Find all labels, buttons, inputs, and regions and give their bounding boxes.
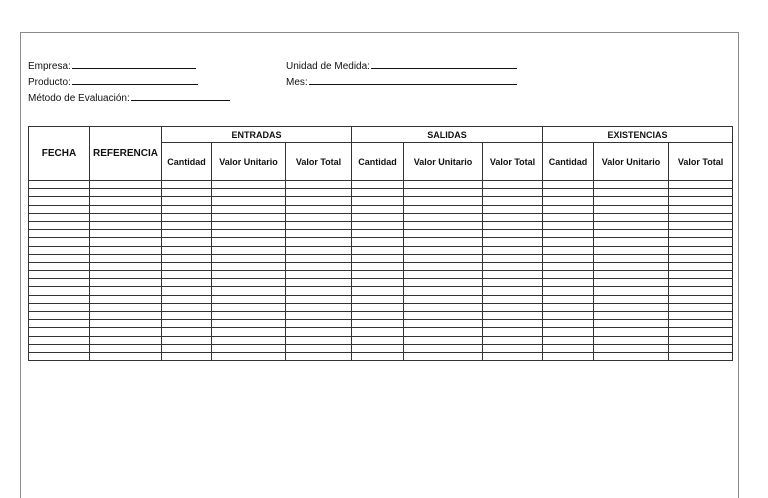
table-cell[interactable]: [543, 230, 594, 238]
table-row: [29, 221, 733, 229]
table-cell[interactable]: [162, 230, 212, 238]
existencias-valor-total-header: Valor Total: [669, 143, 733, 181]
table-cell[interactable]: [483, 238, 543, 246]
table-cell[interactable]: [669, 279, 733, 287]
table-cell[interactable]: [212, 303, 286, 311]
table-cell[interactable]: [483, 262, 543, 270]
table-row: [29, 287, 733, 295]
table-cell[interactable]: [404, 254, 483, 262]
metodo-label: Método de Evaluación:: [28, 93, 130, 104]
table-cell[interactable]: [543, 197, 594, 205]
table-cell[interactable]: [212, 312, 286, 320]
table-cell[interactable]: [90, 352, 162, 360]
table-cell[interactable]: [162, 262, 212, 270]
table-cell[interactable]: [543, 295, 594, 303]
table-cell[interactable]: [286, 312, 352, 320]
table-cell[interactable]: [352, 287, 404, 295]
table-cell[interactable]: [29, 246, 90, 254]
table-cell[interactable]: [286, 189, 352, 197]
existencias-cantidad-header: Cantidad: [543, 143, 594, 181]
table-cell[interactable]: [212, 189, 286, 197]
table-cell[interactable]: [286, 238, 352, 246]
table-cell[interactable]: [669, 213, 733, 221]
mes-label: Mes:: [286, 77, 308, 88]
producto-line: [28, 74, 198, 89]
table-cell[interactable]: [594, 279, 669, 287]
table-cell[interactable]: [543, 254, 594, 262]
table-cell[interactable]: [669, 230, 733, 238]
table-cell[interactable]: [29, 279, 90, 287]
entradas-cantidad-header: Cantidad: [162, 143, 212, 181]
table-cell[interactable]: [90, 303, 162, 311]
table-cell[interactable]: [404, 295, 483, 303]
table-cell[interactable]: [286, 262, 352, 270]
table-cell[interactable]: [212, 271, 286, 279]
table-cell[interactable]: [29, 189, 90, 197]
table-cell[interactable]: [162, 320, 212, 328]
table-cell[interactable]: [594, 262, 669, 270]
table-cell[interactable]: [286, 295, 352, 303]
table-cell[interactable]: [594, 213, 669, 221]
table-cell[interactable]: [352, 328, 404, 336]
table-cell[interactable]: [162, 336, 212, 344]
table-cell[interactable]: [352, 213, 404, 221]
table-cell[interactable]: [29, 181, 90, 189]
table-cell[interactable]: [543, 221, 594, 229]
table-cell[interactable]: [286, 254, 352, 262]
table-cell[interactable]: [483, 328, 543, 336]
empresa-label: Empresa:: [28, 61, 71, 72]
table-cell[interactable]: [162, 271, 212, 279]
table-cell[interactable]: [483, 336, 543, 344]
table-cell[interactable]: [29, 205, 90, 213]
table-cell[interactable]: [162, 254, 212, 262]
table-cell[interactable]: [286, 271, 352, 279]
unidad-field[interactable]: [371, 58, 517, 69]
table-row: [29, 181, 733, 189]
table-cell[interactable]: [29, 352, 90, 360]
table-cell[interactable]: [483, 213, 543, 221]
table-cell[interactable]: [669, 352, 733, 360]
producto-field[interactable]: [72, 74, 198, 85]
table-cell[interactable]: [352, 312, 404, 320]
table-cell[interactable]: [543, 328, 594, 336]
table-cell[interactable]: [29, 336, 90, 344]
table-cell[interactable]: [543, 287, 594, 295]
table-cell[interactable]: [483, 344, 543, 352]
table-cell[interactable]: [162, 352, 212, 360]
table-cell[interactable]: [90, 336, 162, 344]
table-cell[interactable]: [286, 205, 352, 213]
table-cell[interactable]: [162, 213, 212, 221]
table-cell[interactable]: [352, 254, 404, 262]
table-cell[interactable]: [669, 197, 733, 205]
table-cell[interactable]: [29, 262, 90, 270]
table-cell[interactable]: [543, 344, 594, 352]
table-cell[interactable]: [352, 271, 404, 279]
table-cell[interactable]: [669, 287, 733, 295]
table-row: [29, 230, 733, 238]
table-cell[interactable]: [352, 197, 404, 205]
table-cell[interactable]: [404, 205, 483, 213]
table-cell[interactable]: [352, 320, 404, 328]
table-cell[interactable]: [352, 238, 404, 246]
table-row: [29, 352, 733, 360]
table-cell[interactable]: [162, 279, 212, 287]
table-cell[interactable]: [594, 303, 669, 311]
empresa-field[interactable]: [72, 58, 196, 69]
table-cell[interactable]: [543, 279, 594, 287]
table-cell[interactable]: [483, 287, 543, 295]
table-cell[interactable]: [162, 312, 212, 320]
table-row: [29, 197, 733, 205]
table-cell[interactable]: [90, 271, 162, 279]
table-cell[interactable]: [29, 303, 90, 311]
table-cell[interactable]: [212, 205, 286, 213]
unidad-label: Unidad de Medida:: [286, 61, 370, 72]
table-cell[interactable]: [594, 295, 669, 303]
table-cell[interactable]: [286, 336, 352, 344]
table-cell[interactable]: [29, 197, 90, 205]
producto-label: Producto:: [28, 77, 71, 88]
table-cell[interactable]: [594, 221, 669, 229]
table-cell[interactable]: [669, 344, 733, 352]
table-cell[interactable]: [594, 352, 669, 360]
table-cell[interactable]: [29, 221, 90, 229]
empresa-line: [28, 58, 196, 73]
table-cell[interactable]: [352, 181, 404, 189]
table-cell[interactable]: [404, 230, 483, 238]
table-cell[interactable]: [90, 279, 162, 287]
table-cell[interactable]: [29, 344, 90, 352]
table-cell[interactable]: [286, 213, 352, 221]
table-cell[interactable]: [286, 181, 352, 189]
table-cell[interactable]: [286, 344, 352, 352]
table-row: [29, 295, 733, 303]
table-cell[interactable]: [90, 205, 162, 213]
table-cell[interactable]: [352, 221, 404, 229]
table-cell[interactable]: [669, 205, 733, 213]
table-cell[interactable]: [404, 221, 483, 229]
table-cell[interactable]: [669, 254, 733, 262]
table-row: [29, 254, 733, 262]
table-cell[interactable]: [483, 295, 543, 303]
table-cell[interactable]: [543, 303, 594, 311]
table-cell[interactable]: [352, 246, 404, 254]
table-cell[interactable]: [29, 328, 90, 336]
table-cell[interactable]: [594, 312, 669, 320]
table-cell[interactable]: [404, 238, 483, 246]
table-cell[interactable]: [483, 189, 543, 197]
table-cell[interactable]: [286, 279, 352, 287]
referencia-header: REFERENCIA: [90, 127, 162, 181]
table-cell[interactable]: [543, 205, 594, 213]
table-cell[interactable]: [90, 246, 162, 254]
table-cell[interactable]: [162, 181, 212, 189]
table-cell[interactable]: [162, 344, 212, 352]
table-cell[interactable]: [212, 279, 286, 287]
table-cell[interactable]: [594, 230, 669, 238]
table-row: [29, 262, 733, 270]
salidas-header: SALIDAS: [352, 127, 543, 143]
table-cell[interactable]: [483, 271, 543, 279]
table-cell[interactable]: [404, 312, 483, 320]
table-cell[interactable]: [90, 344, 162, 352]
table-cell[interactable]: [483, 254, 543, 262]
table-cell[interactable]: [543, 238, 594, 246]
table-cell[interactable]: [404, 197, 483, 205]
table-cell[interactable]: [594, 320, 669, 328]
table-cell[interactable]: [543, 246, 594, 254]
table-cell[interactable]: [212, 221, 286, 229]
existencias-valor-unitario-header: Valor Unitario: [594, 143, 669, 181]
table-cell[interactable]: [162, 205, 212, 213]
table-cell[interactable]: [212, 344, 286, 352]
table-cell[interactable]: [90, 320, 162, 328]
table-row: [29, 312, 733, 320]
table-cell[interactable]: [352, 295, 404, 303]
table-cell[interactable]: [594, 205, 669, 213]
table-cell[interactable]: [483, 320, 543, 328]
table-cell[interactable]: [162, 295, 212, 303]
mes-field[interactable]: [309, 74, 517, 85]
table-cell[interactable]: [483, 312, 543, 320]
table-cell[interactable]: [543, 312, 594, 320]
table-cell[interactable]: [404, 189, 483, 197]
table-cell[interactable]: [483, 230, 543, 238]
table-cell[interactable]: [404, 262, 483, 270]
table-cell[interactable]: [162, 197, 212, 205]
unidad-line: [286, 58, 517, 73]
table-cell[interactable]: [483, 246, 543, 254]
table-cell[interactable]: [404, 213, 483, 221]
table-cell[interactable]: [352, 205, 404, 213]
table-cell[interactable]: [286, 303, 352, 311]
table-row: [29, 271, 733, 279]
table-cell[interactable]: [594, 238, 669, 246]
table-cell[interactable]: [404, 336, 483, 344]
table-cell[interactable]: [669, 238, 733, 246]
table-cell[interactable]: [286, 221, 352, 229]
mes-line: [286, 74, 517, 89]
table-cell[interactable]: [483, 181, 543, 189]
table-cell[interactable]: [286, 320, 352, 328]
table-cell[interactable]: [212, 295, 286, 303]
table-cell[interactable]: [404, 352, 483, 360]
table-cell[interactable]: [669, 336, 733, 344]
table-cell[interactable]: [29, 254, 90, 262]
table-cell[interactable]: [543, 271, 594, 279]
table-cell[interactable]: [90, 197, 162, 205]
table-cell[interactable]: [594, 246, 669, 254]
table-cell[interactable]: [669, 262, 733, 270]
table-cell[interactable]: [594, 287, 669, 295]
table-cell[interactable]: [162, 221, 212, 229]
table-cell[interactable]: [29, 287, 90, 295]
table-cell[interactable]: [286, 352, 352, 360]
table-cell[interactable]: [352, 352, 404, 360]
fecha-header: FECHA: [29, 127, 90, 181]
table-cell[interactable]: [404, 328, 483, 336]
table-cell[interactable]: [404, 320, 483, 328]
table-cell[interactable]: [594, 197, 669, 205]
table-cell[interactable]: [212, 352, 286, 360]
kardex-table: [28, 126, 733, 361]
table-cell[interactable]: [286, 287, 352, 295]
table-row: [29, 328, 733, 336]
table-cell[interactable]: [483, 352, 543, 360]
table-row: [29, 279, 733, 287]
table-row: [29, 213, 733, 221]
table-cell[interactable]: [286, 328, 352, 336]
table-cell[interactable]: [90, 181, 162, 189]
table-cell[interactable]: [404, 303, 483, 311]
table-cell[interactable]: [543, 189, 594, 197]
existencias-header: EXISTENCIAS: [543, 127, 733, 143]
table-cell[interactable]: [483, 221, 543, 229]
table-cell[interactable]: [90, 262, 162, 270]
table-cell[interactable]: [29, 320, 90, 328]
table-cell[interactable]: [543, 336, 594, 344]
table-row: [29, 344, 733, 352]
entradas-header: ENTRADAS: [162, 127, 352, 143]
table-cell[interactable]: [286, 197, 352, 205]
table-cell[interactable]: [90, 295, 162, 303]
table-cell[interactable]: [162, 238, 212, 246]
table-cell[interactable]: [162, 303, 212, 311]
table-cell[interactable]: [352, 279, 404, 287]
table-cell[interactable]: [669, 295, 733, 303]
table-cell[interactable]: [352, 336, 404, 344]
table-cell[interactable]: [90, 238, 162, 246]
table-cell[interactable]: [483, 279, 543, 287]
table-cell[interactable]: [212, 213, 286, 221]
table-cell[interactable]: [29, 230, 90, 238]
salidas-valor-total-header: Valor Total: [483, 143, 543, 181]
table-cell[interactable]: [404, 279, 483, 287]
table-cell[interactable]: [543, 262, 594, 270]
table-cell[interactable]: [594, 254, 669, 262]
table-cell[interactable]: [594, 189, 669, 197]
table-cell[interactable]: [162, 246, 212, 254]
table-cell[interactable]: [594, 271, 669, 279]
table-row: [29, 246, 733, 254]
table-cell[interactable]: [669, 320, 733, 328]
metodo-line: [28, 90, 230, 105]
table-cell[interactable]: [352, 303, 404, 311]
entradas-valor-unitario-header: Valor Unitario: [212, 143, 286, 181]
table-cell[interactable]: [90, 189, 162, 197]
table-cell[interactable]: [212, 181, 286, 189]
entradas-valor-total-header: Valor Total: [286, 143, 352, 181]
table-cell[interactable]: [594, 336, 669, 344]
table-cell[interactable]: [90, 254, 162, 262]
table-cell[interactable]: [90, 312, 162, 320]
table-cell[interactable]: [669, 189, 733, 197]
table-cell[interactable]: [212, 254, 286, 262]
table-cell[interactable]: [29, 238, 90, 246]
table-cell[interactable]: [594, 181, 669, 189]
table-row: [29, 189, 733, 197]
table-cell[interactable]: [669, 303, 733, 311]
table-cell[interactable]: [212, 320, 286, 328]
table-cell[interactable]: [352, 189, 404, 197]
table-cell[interactable]: [543, 213, 594, 221]
table-cell[interactable]: [543, 352, 594, 360]
table-cell[interactable]: [90, 328, 162, 336]
table-cell[interactable]: [212, 336, 286, 344]
table-cell[interactable]: [669, 271, 733, 279]
table-cell[interactable]: [29, 312, 90, 320]
table-cell[interactable]: [90, 221, 162, 229]
table-row: [29, 336, 733, 344]
table-cell[interactable]: [669, 328, 733, 336]
table-cell[interactable]: [669, 221, 733, 229]
table-cell[interactable]: [669, 181, 733, 189]
table-cell[interactable]: [669, 312, 733, 320]
table-cell[interactable]: [212, 238, 286, 246]
salidas-cantidad-header: Cantidad: [352, 143, 404, 181]
table-cell[interactable]: [404, 344, 483, 352]
table-cell[interactable]: [543, 320, 594, 328]
table-cell[interactable]: [212, 287, 286, 295]
table-cell[interactable]: [404, 181, 483, 189]
table-cell[interactable]: [212, 328, 286, 336]
table-cell[interactable]: [286, 230, 352, 238]
table-cell[interactable]: [162, 189, 212, 197]
table-cell[interactable]: [352, 230, 404, 238]
table-cell[interactable]: [162, 287, 212, 295]
table-cell[interactable]: [483, 205, 543, 213]
table-cell[interactable]: [90, 213, 162, 221]
table-cell[interactable]: [212, 262, 286, 270]
table-row: [29, 238, 733, 246]
table-cell[interactable]: [29, 295, 90, 303]
table-cell[interactable]: [483, 303, 543, 311]
table-cell[interactable]: [29, 271, 90, 279]
table-cell[interactable]: [162, 328, 212, 336]
table-cell[interactable]: [669, 246, 733, 254]
table-cell[interactable]: [594, 328, 669, 336]
kardex-body: [29, 181, 733, 361]
table-cell[interactable]: [90, 230, 162, 238]
table-row: [29, 205, 733, 213]
table-cell[interactable]: [352, 262, 404, 270]
table-cell[interactable]: [404, 287, 483, 295]
table-cell[interactable]: [212, 197, 286, 205]
table-cell[interactable]: [212, 246, 286, 254]
table-cell[interactable]: [483, 197, 543, 205]
metodo-field[interactable]: [131, 90, 230, 101]
table-cell[interactable]: [543, 181, 594, 189]
table-row: [29, 320, 733, 328]
table-cell[interactable]: [594, 344, 669, 352]
table-row: [29, 303, 733, 311]
table-cell[interactable]: [29, 213, 90, 221]
table-cell[interactable]: [404, 246, 483, 254]
table-cell[interactable]: [404, 271, 483, 279]
table-cell[interactable]: [212, 230, 286, 238]
table-cell[interactable]: [286, 246, 352, 254]
salidas-valor-unitario-header: Valor Unitario: [404, 143, 483, 181]
table-cell[interactable]: [90, 287, 162, 295]
table-cell[interactable]: [352, 344, 404, 352]
